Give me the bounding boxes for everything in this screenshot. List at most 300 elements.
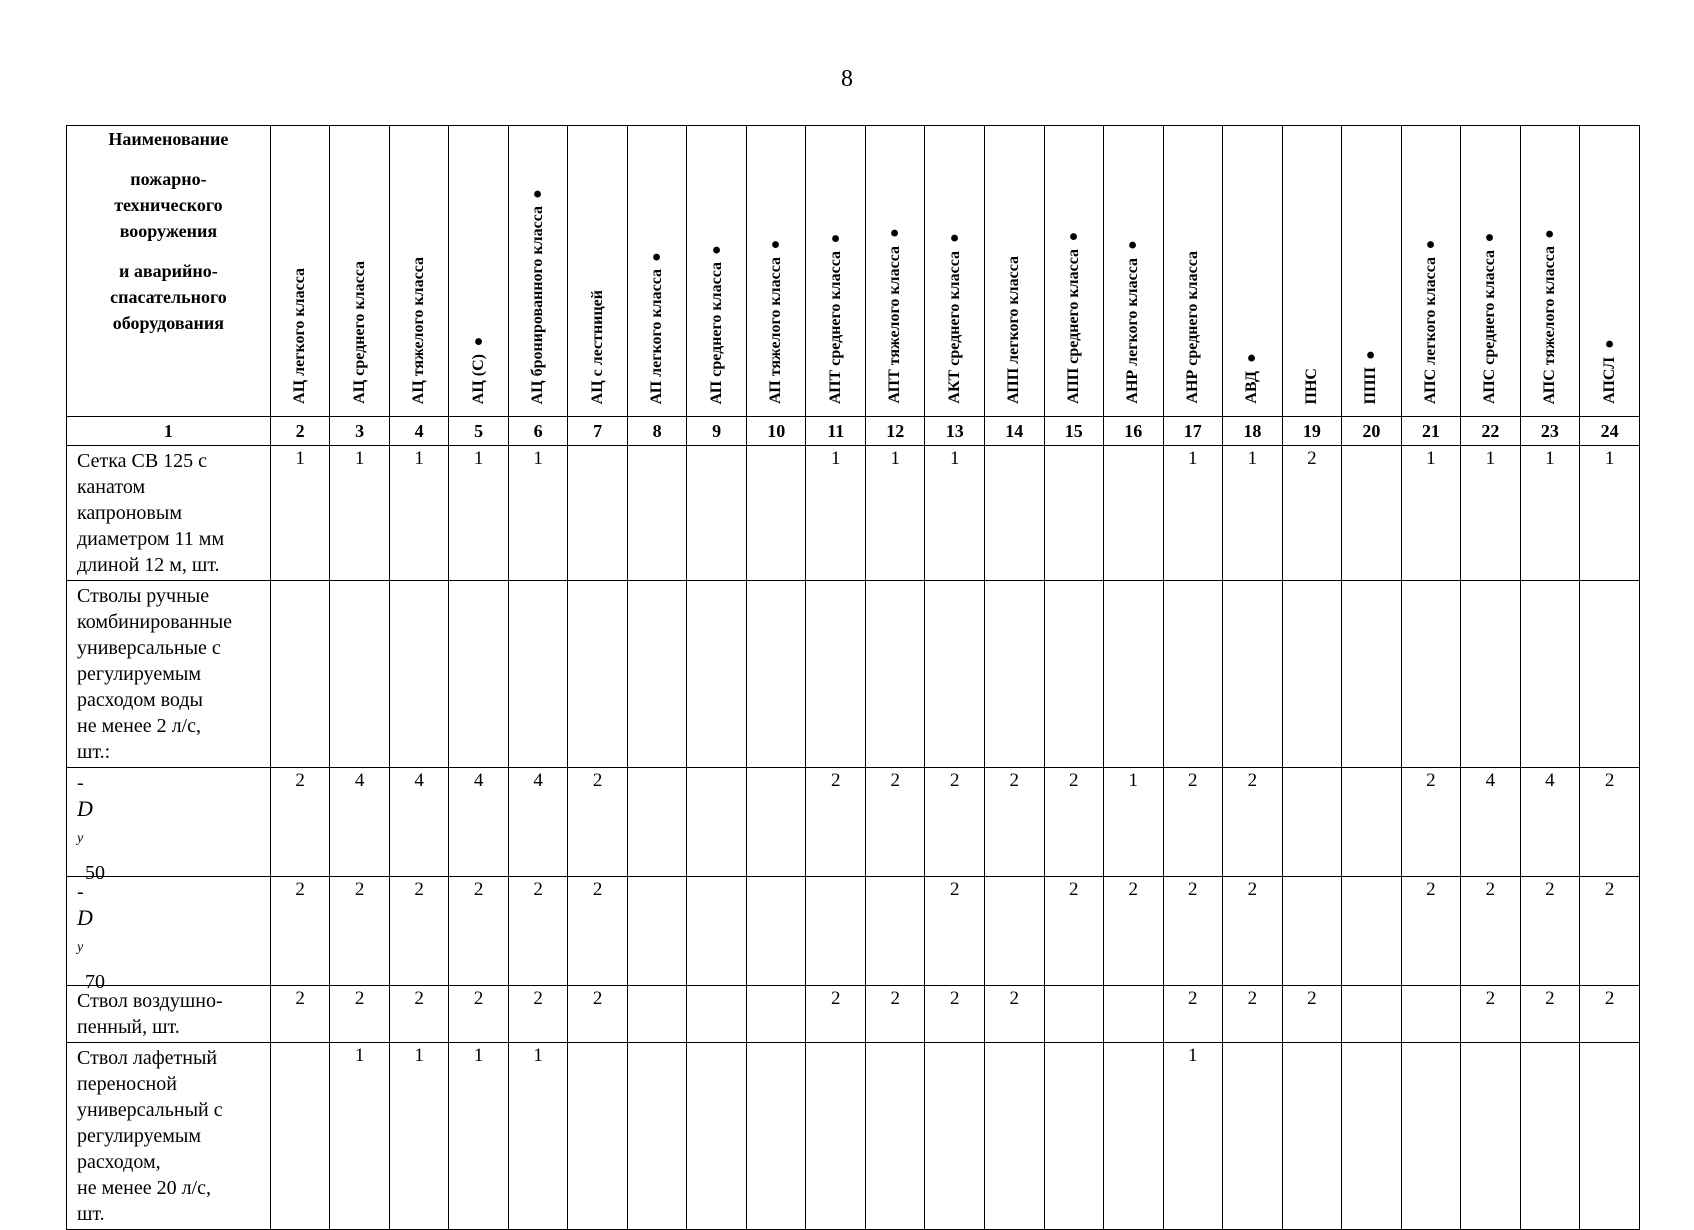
table-cell [627, 986, 687, 1043]
column-header-text [351, 261, 369, 404]
column-label: АЦ (С) [469, 353, 487, 404]
column-index: 20 [1342, 417, 1402, 446]
table-cell: 2 [330, 877, 390, 986]
column-header [925, 126, 985, 417]
row-name-line: универсальный с [77, 1099, 223, 1121]
table-cell: 2 [568, 768, 628, 877]
column-label: АПС среднего класса [1481, 250, 1499, 404]
table-cell: 2 [449, 877, 509, 986]
row-name-line: расходом воды [77, 689, 203, 711]
table-cell: 2 [1282, 986, 1342, 1043]
table-cell [746, 1043, 806, 1230]
column-header-text [470, 327, 488, 404]
bullet-mark-icon: ● [1540, 224, 1558, 242]
column-header-text [827, 224, 845, 404]
table-cell: 1 [1520, 446, 1580, 581]
name-header-line: технического [114, 195, 223, 215]
column-header-text [1184, 251, 1202, 404]
bullet-mark-icon: ● [529, 184, 547, 202]
name-header-line: оборудования [112, 313, 225, 333]
column-label: АПП легкого класса [1005, 256, 1023, 404]
table-cell [1461, 581, 1521, 768]
dy-prefix: - [77, 881, 84, 903]
table-cell: 1 [1401, 446, 1461, 581]
table-cell [1104, 1043, 1164, 1230]
table-cell: 4 [1461, 768, 1521, 877]
row-name-line: не менее 2 л/с, [77, 715, 201, 737]
column-index: 19 [1282, 417, 1342, 446]
column-index: 7 [568, 417, 628, 446]
table-cell [1342, 1043, 1402, 1230]
table-cell [508, 581, 568, 768]
table-row [67, 986, 1640, 1043]
column-header [985, 126, 1045, 417]
table-cell [627, 877, 687, 986]
table-cell: 2 [508, 986, 568, 1043]
name-header-line: спасательного [110, 287, 227, 307]
table-row [67, 877, 1640, 986]
column-label: АКТ среднего класса [945, 251, 963, 404]
column-index: 1 [67, 417, 271, 446]
column-index: 4 [389, 417, 449, 446]
table-row [67, 446, 1640, 581]
table-cell [806, 877, 866, 986]
table-cell [1401, 581, 1461, 768]
bullet-mark-icon: ● [648, 247, 666, 265]
table-cell [1223, 1043, 1283, 1230]
table-cell: 2 [568, 986, 628, 1043]
column-header-text [708, 235, 726, 404]
table-cell: 2 [1580, 877, 1640, 986]
bullet-mark-icon: ● [1064, 228, 1082, 246]
name-header-line: Наименование [108, 129, 229, 149]
column-header [270, 126, 330, 417]
table-cell: 2 [1401, 877, 1461, 986]
table-cell: 2 [1520, 986, 1580, 1043]
dy-number: 50 [85, 862, 105, 884]
column-header [1580, 126, 1640, 417]
table-cell: 1 [806, 446, 866, 581]
table-cell [925, 1043, 985, 1230]
column-header [1282, 126, 1342, 417]
column-label: АЦ с лестницей [588, 289, 606, 404]
row-name-line: пенный, шт. [77, 1016, 180, 1038]
table-cell: 2 [449, 986, 509, 1043]
table-cell: 2 [1163, 768, 1223, 877]
row-name [67, 581, 271, 768]
row-name-line: шт.: [77, 741, 111, 763]
table-cell: 2 [1520, 877, 1580, 986]
table-cell: 2 [1163, 986, 1223, 1043]
row-name-line: регулируемым [77, 1125, 201, 1147]
table-cell [985, 877, 1045, 986]
column-header [746, 126, 806, 417]
dy-subscript: у [77, 940, 84, 955]
header-gap [67, 152, 270, 166]
table-cell: 1 [449, 1043, 509, 1230]
bullet-mark-icon: ● [1124, 237, 1142, 255]
table-cell [627, 446, 687, 581]
column-header [1163, 126, 1223, 417]
column-header [1223, 126, 1283, 417]
table-cell: 4 [330, 768, 390, 877]
table-cell [1282, 768, 1342, 877]
column-index: 24 [1580, 417, 1640, 446]
column-header-text [1422, 230, 1440, 404]
column-index: 9 [687, 417, 747, 446]
column-label: АПСЛ [1600, 357, 1618, 404]
row-name-line: длиной 12 м, шт. [77, 554, 220, 576]
table-cell [1282, 581, 1342, 768]
table-cell [806, 1043, 866, 1230]
table-cell [330, 581, 390, 768]
table-cell [1401, 986, 1461, 1043]
table-row [67, 1043, 1640, 1230]
bullet-mark-icon: ● [707, 240, 725, 258]
column-header-text [1481, 223, 1499, 404]
table-cell: 2 [1104, 877, 1164, 986]
column-header [568, 126, 628, 417]
table-cell [1044, 446, 1104, 581]
table-cell [1044, 1043, 1104, 1230]
bullet-mark-icon: ● [886, 225, 904, 243]
table-cell [1104, 581, 1164, 768]
column-header [806, 126, 866, 417]
table-cell [1104, 986, 1164, 1043]
table-cell: 2 [1163, 877, 1223, 986]
column-header [1401, 126, 1461, 417]
table-cell [865, 877, 925, 986]
name-header-line: вооружения [119, 221, 218, 241]
table-cell [985, 581, 1045, 768]
table-cell [1342, 446, 1402, 581]
column-index: 11 [806, 417, 866, 446]
table-cell: 2 [1282, 446, 1342, 581]
column-index: 23 [1520, 417, 1580, 446]
dy-symbol: D [77, 905, 93, 930]
column-header-text [1362, 340, 1380, 404]
column-header [389, 126, 449, 417]
dy-number: 70 [85, 971, 105, 993]
column-header-text [946, 224, 964, 404]
row-name-line: не менее 20 л/с, [77, 1177, 211, 1199]
bullet-mark-icon: ● [1243, 350, 1261, 368]
table-cell [1520, 1043, 1580, 1230]
column-label: ПНС [1302, 367, 1320, 404]
table-cell: 2 [270, 877, 330, 986]
column-header [627, 126, 687, 417]
table-cell [746, 768, 806, 877]
column-index: 10 [746, 417, 806, 446]
table-cell [1282, 877, 1342, 986]
table-cell: 1 [270, 446, 330, 581]
table-cell: 2 [1401, 768, 1461, 877]
column-label: АВД [1243, 371, 1261, 404]
table-cell: 1 [1104, 768, 1164, 877]
row-name [67, 768, 271, 884]
table-cell [1461, 1043, 1521, 1230]
column-label: АПТ тяжелого класса [886, 246, 904, 404]
column-index: 2 [270, 417, 330, 446]
table-cell: 2 [925, 986, 985, 1043]
table-cell: 2 [1461, 986, 1521, 1043]
row-name-line: канатом [77, 476, 146, 498]
column-header-text [291, 268, 309, 404]
table-cell [925, 581, 985, 768]
column-label: АПТ среднего класса [826, 250, 844, 404]
column-label: АП среднего класса [707, 261, 725, 404]
table-cell: 2 [1044, 877, 1104, 986]
table-cell: 2 [270, 768, 330, 877]
column-header-text [1065, 222, 1083, 404]
dy-prefix: - [77, 772, 84, 794]
name-header-line: и аварийно- [119, 261, 218, 281]
column-index: 18 [1223, 417, 1283, 446]
row-name-line: регулируемым [77, 663, 201, 685]
column-header-text [886, 219, 904, 404]
column-index: 12 [865, 417, 925, 446]
column-header-text [589, 290, 607, 404]
table-cell [627, 768, 687, 877]
table-cell: 2 [985, 768, 1045, 877]
column-header [330, 126, 390, 417]
name-column-header [67, 126, 271, 417]
table-cell: 2 [568, 877, 628, 986]
column-label: АЦ тяжелого класса [410, 256, 428, 404]
table-cell: 2 [508, 877, 568, 986]
column-index: 22 [1461, 417, 1521, 446]
row-name-line: расходом, [77, 1151, 161, 1173]
bullet-mark-icon: ● [767, 236, 785, 254]
table-cell: 2 [389, 986, 449, 1043]
column-header-text [529, 179, 547, 404]
table-cell: 2 [1461, 877, 1521, 986]
table-cell [687, 986, 747, 1043]
bullet-mark-icon: ● [826, 229, 844, 247]
table-cell [865, 1043, 925, 1230]
table-cell: 2 [389, 877, 449, 986]
column-index: 13 [925, 417, 985, 446]
table-cell [270, 1043, 330, 1230]
bullet-mark-icon: ● [1600, 336, 1618, 354]
table-cell [687, 446, 747, 581]
row-name-line: Сетка СВ 125 с [77, 450, 208, 472]
column-index: 3 [330, 417, 390, 446]
table-cell [1163, 581, 1223, 768]
column-label: АЦ среднего класса [350, 261, 368, 404]
table-cell [687, 581, 747, 768]
table-row [67, 581, 1640, 768]
row-name [67, 446, 271, 581]
table-cell: 2 [1223, 877, 1283, 986]
column-header [1104, 126, 1164, 417]
column-header-text [1303, 368, 1321, 404]
row-name-line: Ствол лафетный [77, 1047, 218, 1069]
column-header [1044, 126, 1104, 417]
table-row [67, 768, 1640, 877]
table-cell [746, 877, 806, 986]
column-label: АНР легкого класса [1124, 258, 1142, 404]
table-cell [985, 1043, 1045, 1230]
table-cell [1044, 986, 1104, 1043]
table-cell [449, 581, 509, 768]
table-cell [806, 581, 866, 768]
table-cell [1401, 1043, 1461, 1230]
column-header [865, 126, 925, 417]
table-cell [687, 768, 747, 877]
column-header-text [1541, 219, 1559, 404]
column-header [508, 126, 568, 417]
column-header-text [767, 230, 785, 404]
column-index: 15 [1044, 417, 1104, 446]
table-cell: 4 [508, 768, 568, 877]
dy-subscript: у [77, 831, 84, 846]
row-name-line: Стволы ручные [77, 585, 210, 607]
table-cell: 2 [1044, 768, 1104, 877]
column-header-text [1601, 330, 1619, 404]
column-index: 5 [449, 417, 509, 446]
table-cell [1580, 1043, 1640, 1230]
column-label: АПП среднего класса [1064, 249, 1082, 404]
table-cell [1282, 1043, 1342, 1230]
column-label: АПС легкого класса [1421, 257, 1439, 404]
column-header-text [1124, 231, 1142, 404]
table-cell: 2 [1580, 986, 1640, 1043]
column-index: 14 [985, 417, 1045, 446]
table-cell [985, 446, 1045, 581]
table-cell: 2 [865, 986, 925, 1043]
row-name-line: диаметром 11 мм [77, 528, 225, 550]
column-index: 8 [627, 417, 687, 446]
table-cell: 1 [1461, 446, 1521, 581]
table-cell: 4 [389, 768, 449, 877]
table-cell: 4 [1520, 768, 1580, 877]
table-cell: 2 [925, 768, 985, 877]
header-row [67, 126, 1640, 417]
table-cell [1044, 581, 1104, 768]
table-cell: 1 [330, 1043, 390, 1230]
page-number: 8 [841, 66, 853, 92]
column-index: 6 [508, 417, 568, 446]
column-index: 16 [1104, 417, 1164, 446]
column-header [1342, 126, 1402, 417]
table-cell: 1 [508, 1043, 568, 1230]
table-cell: 1 [925, 446, 985, 581]
table-cell [1342, 877, 1402, 986]
column-header [1520, 126, 1580, 417]
dy-symbol: D [77, 796, 93, 821]
column-label: ППП [1362, 366, 1380, 404]
table-cell: 2 [925, 877, 985, 986]
table-cell: 2 [806, 986, 866, 1043]
table-cell: 2 [270, 986, 330, 1043]
column-header [449, 126, 509, 417]
row-name [67, 1043, 271, 1230]
table-cell [1580, 581, 1640, 768]
table-cell: 2 [330, 986, 390, 1043]
table-cell: 2 [985, 986, 1045, 1043]
column-label: АП легкого класса [648, 268, 666, 404]
table-cell: 2 [1580, 768, 1640, 877]
bullet-mark-icon: ● [1481, 229, 1499, 247]
table-cell: 1 [1580, 446, 1640, 581]
row-name-line: шт. [77, 1203, 105, 1225]
row-name-line: Ствол воздушно- [77, 990, 223, 1012]
table-cell: 1 [1163, 446, 1223, 581]
column-header-text [648, 242, 666, 404]
column-index: 17 [1163, 417, 1223, 446]
table-cell: 2 [806, 768, 866, 877]
table-cell [746, 986, 806, 1043]
header-gap [67, 244, 270, 258]
column-label: АЦ легкого класса [291, 268, 309, 404]
table-cell [1104, 446, 1164, 581]
column-index-row [67, 417, 1640, 446]
table-cell [687, 877, 747, 986]
table-cell [627, 581, 687, 768]
table-cell: 1 [449, 446, 509, 581]
table-cell: 1 [389, 446, 449, 581]
table-cell: 1 [389, 1043, 449, 1230]
table-cell [746, 581, 806, 768]
name-header-line: пожарно- [130, 169, 207, 189]
row-name-line: универсальные с [77, 637, 221, 659]
table-cell: 4 [449, 768, 509, 877]
table-cell [568, 581, 628, 768]
table-cell: 2 [1223, 768, 1283, 877]
column-label: АЦ бронированного класса [529, 205, 547, 404]
column-header [687, 126, 747, 417]
table-cell: 1 [508, 446, 568, 581]
table-cell [865, 581, 925, 768]
column-header-text [410, 257, 428, 404]
table-cell: 1 [1223, 446, 1283, 581]
row-name-line: комбинированные [77, 611, 233, 633]
table-cell [1342, 986, 1402, 1043]
table-cell [389, 581, 449, 768]
table-cell [1520, 581, 1580, 768]
table-cell: 2 [865, 768, 925, 877]
column-label: АП тяжелого класса [767, 257, 785, 404]
table-cell: 2 [1223, 986, 1283, 1043]
row-name-line: переносной [77, 1073, 177, 1095]
column-header-text [1243, 344, 1261, 404]
row-name [67, 877, 271, 993]
column-label: АПС тяжелого класса [1540, 245, 1558, 404]
table-cell [1223, 581, 1283, 768]
column-header [1461, 126, 1521, 417]
row-name-line: капроновым [77, 502, 182, 524]
column-index: 21 [1401, 417, 1461, 446]
table-cell [270, 581, 330, 768]
table-cell [627, 1043, 687, 1230]
bullet-mark-icon: ● [945, 230, 963, 248]
table-cell [1342, 768, 1402, 877]
bullet-mark-icon: ● [1362, 345, 1380, 363]
table-cell [1342, 581, 1402, 768]
table-cell [746, 446, 806, 581]
table-cell [687, 1043, 747, 1230]
table-cell: 1 [1163, 1043, 1223, 1230]
table-cell [568, 446, 628, 581]
bullet-mark-icon: ● [1421, 236, 1439, 254]
equipment-table [66, 125, 1640, 1230]
table-cell: 1 [865, 446, 925, 581]
table-cell: 1 [330, 446, 390, 581]
column-header-text [1005, 256, 1023, 404]
bullet-mark-icon: ● [469, 332, 487, 350]
column-label: АНР среднего класса [1183, 251, 1201, 404]
